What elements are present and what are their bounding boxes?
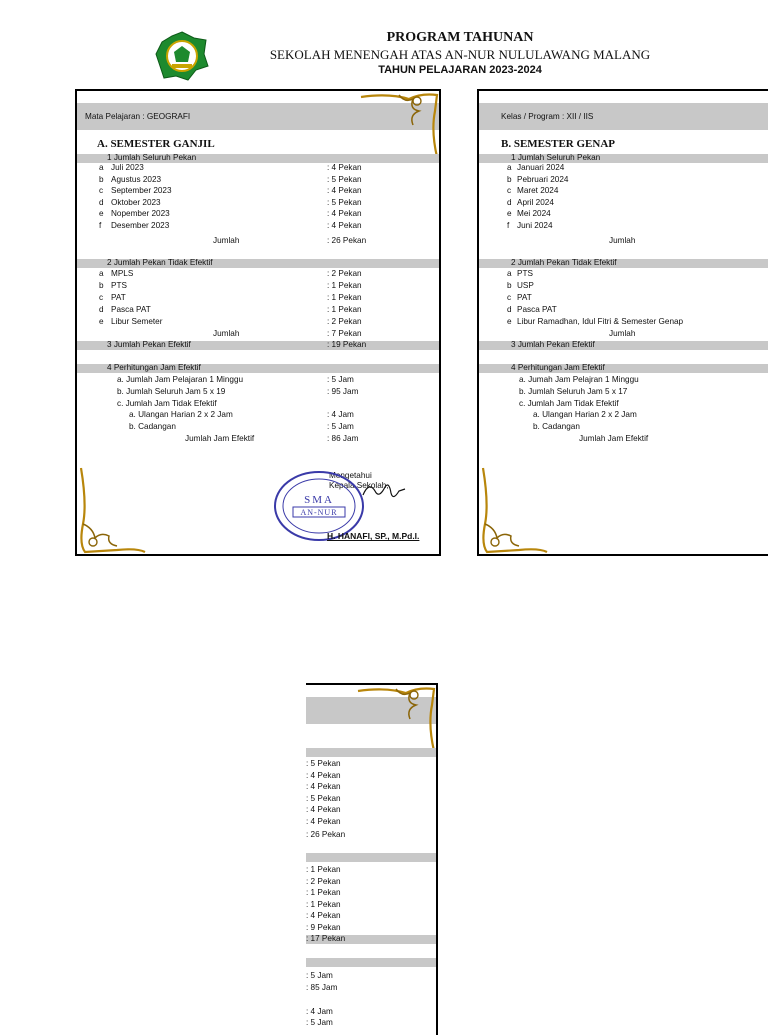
sign-kepala: Kepala Sekolah, <box>329 481 389 490</box>
s4-total-label: Jumlah Jam Efektif <box>185 434 255 443</box>
s2-item-letter: a <box>99 269 104 278</box>
s1-total-value: : 26 Pekan <box>327 236 367 245</box>
s1-item-letter: c <box>99 186 104 196</box>
s2-item-label: MPLS <box>111 269 134 278</box>
s2-item-letter: b <box>507 281 512 290</box>
s2-item-value: : 1 Pekan <box>327 305 362 314</box>
s1-item-value: : 5 Pekan <box>306 759 341 768</box>
s2-item-label: PAT <box>517 293 532 302</box>
s1-item-label: Juli 2023 <box>111 163 144 172</box>
stamp-text: SMA <box>304 494 334 506</box>
s4-item-label: b. Jumlah Seluruh Jam 5 x 17 <box>519 386 628 396</box>
s2-item-letter: a <box>507 269 512 278</box>
corner-ornament-bottom-left <box>479 464 549 554</box>
s2-item-value: : 1 Pekan <box>306 865 341 874</box>
s4-item-label: a. Ulangan Harian 2 x 2 Jam <box>533 410 637 420</box>
stamp-text-2: AN-NUR <box>300 508 338 517</box>
sign-mengetahui: Mengetahui <box>329 471 372 480</box>
s2-item-letter: e <box>99 317 104 326</box>
s1-item-letter: d <box>507 197 512 207</box>
s3-value: : 19 Pekan <box>327 340 367 349</box>
s1-item-letter: f <box>507 221 510 230</box>
s4-item-label: c. Jumlah Jam Tidak Efektif <box>519 398 619 408</box>
s1-item-letter: f <box>99 221 102 230</box>
s4-item-value: : 5 Jam <box>306 971 333 980</box>
s2-item-value: : 1 Pekan <box>327 281 362 290</box>
s1-item-value: : 4 Pekan <box>306 817 341 826</box>
s1-item-label: Maret 2024 <box>517 186 559 196</box>
s4-item-label: a. Jumah Jam Pelajran 1 Minggu <box>519 375 639 384</box>
corner-ornament-top-right <box>359 91 439 161</box>
s2-item-letter: d <box>507 305 512 314</box>
s1-item-value: : 5 Pekan <box>306 793 341 803</box>
s1-item-value: : 4 Pekan <box>327 209 362 219</box>
school-logo <box>154 30 210 82</box>
s1-item-label: Mei 2024 <box>517 209 551 219</box>
s2-item-letter: e <box>507 317 512 326</box>
s4-item-value: : 85 Jam <box>306 982 338 992</box>
s4-total-value: : 86 Jam <box>327 434 359 443</box>
page-semester-ganjil <box>75 89 441 556</box>
s2-total-value: : 7 Pekan <box>327 329 362 338</box>
s1-item-letter: a <box>99 163 104 172</box>
s1-item-letter: e <box>507 209 512 219</box>
s1-item-label: Agustus 2023 <box>111 174 162 184</box>
s4-item-label: b. Cadangan <box>129 422 176 432</box>
s2-item-value: : 2 Pekan <box>306 876 341 886</box>
s1-item-letter: d <box>99 197 104 207</box>
s4-item-label: a. Jumlah Jam Pelajaran 1 Minggu <box>117 375 244 384</box>
page-semester-genap <box>477 89 768 556</box>
s4-title: 4 Perhitungan Jam Efektif <box>511 363 605 372</box>
s1-title: 1 Jumlah Seluruh Pekan <box>107 153 197 162</box>
mapel-label: Mata Pelajaran : GEOGRAFI <box>85 112 191 121</box>
s2-item-value: : 1 Pekan <box>306 888 341 898</box>
document-title: PROGRAM TAHUNAN <box>386 30 534 45</box>
s3-title: 3 Jumlah Pekan Efektif <box>107 340 191 349</box>
s4-item-value: : 5 Jam <box>327 422 354 432</box>
s2-item-value: : 1 Pekan <box>306 899 341 909</box>
s1-item-label: Desember 2023 <box>111 221 170 230</box>
s4-total-label: Jumlah Jam Efektif <box>579 434 649 443</box>
s1-item-label: Juni 2024 <box>517 221 553 230</box>
s1-item-value: : 4 Pekan <box>327 186 362 196</box>
s1-item-value: : 5 Pekan <box>327 197 362 207</box>
section-title-genap: B. SEMESTER GENAP <box>501 138 615 150</box>
s1-total-label: Jumlah <box>213 236 240 245</box>
s1-item-letter: c <box>507 186 512 196</box>
s1-total-label: Jumlah <box>609 236 636 245</box>
s2-item-label: PTS <box>517 269 533 278</box>
s3-title: 3 Jumlah Pekan Efektif <box>511 340 595 349</box>
s1-title: 1 Jumlah Seluruh Pekan <box>511 153 601 162</box>
academic-year: TAHUN PELAJARAN 2023-2024 <box>378 64 542 76</box>
sign-name: H. HANAFI, SP., M.Pd.I. <box>327 531 420 541</box>
signature-scribble <box>359 477 409 505</box>
s2-item-letter: c <box>507 293 512 302</box>
s1-item-label: September 2023 <box>111 186 172 196</box>
kelas-label: Kelas / Program : XII / IIS <box>501 112 594 121</box>
s1-item-value: : 4 Pekan <box>327 163 362 172</box>
corner-ornament-top-right <box>356 685 436 755</box>
s1-item-label: Nopember 2023 <box>111 209 170 219</box>
s1-item-letter: b <box>99 174 104 184</box>
s1-item-label: Oktober 2023 <box>111 197 161 207</box>
s1-item-label: April 2024 <box>517 197 554 207</box>
s2-total-value: : 9 Pekan <box>306 923 341 932</box>
s2-item-label: PTS <box>111 281 127 290</box>
s2-item-label: USP <box>517 281 534 290</box>
page-semester-genap-values <box>306 683 438 1035</box>
s4-title: 4 Perhitungan Jam Efektif <box>107 363 201 372</box>
s3-value: : 17 Pekan <box>306 934 346 943</box>
s2-item-letter: b <box>99 281 104 290</box>
s1-item-letter: e <box>99 209 104 219</box>
s2-item-letter: c <box>99 293 104 302</box>
s4-item-value: : 4 Jam <box>327 410 354 420</box>
corner-ornament-bottom-left <box>77 464 147 554</box>
s1-item-value: : 4 Pekan <box>306 782 341 792</box>
section-title-ganjil: A. SEMESTER GANJIL <box>97 138 215 150</box>
s2-item-label: Libur Semeter <box>111 317 163 326</box>
s1-item-label: Pebruari 2024 <box>517 174 569 184</box>
s1-item-value: : 4 Pekan <box>306 805 341 815</box>
s1-item-letter: b <box>507 174 512 184</box>
s2-item-label: PAT <box>111 293 126 302</box>
s2-title: 2 Jumlah Pekan Tidak Efektif <box>107 258 213 267</box>
s4-item-label: c. Jumlah Jam Tidak Efektif <box>117 398 217 408</box>
s2-item-label: Pasca PAT <box>111 305 151 314</box>
s1-item-label: Januari 2024 <box>517 163 565 172</box>
school-name: SEKOLAH MENENGAH ATAS AN-NUR NULULAWANG MALANG <box>269 47 651 62</box>
s1-item-value: : 5 Pekan <box>327 174 362 184</box>
s2-item-label: Libur Ramadhan, Idul Fitri & Semester Genap <box>517 317 684 326</box>
s1-item-value: : 4 Pekan <box>327 221 362 230</box>
s2-item-value: : 2 Pekan <box>327 269 362 278</box>
s1-total-value: : 26 Pekan <box>306 830 346 839</box>
s4-item-value: : 5 Jam <box>306 1018 333 1027</box>
s2-item-value: : 4 Pekan <box>306 911 341 921</box>
s4-item-value: : 95 Jam <box>327 386 359 396</box>
s4-item-label: b. Cadangan <box>533 422 580 432</box>
s4-item-label: b. Jumlah Seluruh Jam 5 x 19 <box>117 386 226 396</box>
s4-item-value: : 5 Jam <box>327 375 354 384</box>
s2-total-label: Jumlah <box>213 329 240 338</box>
s4-item-label: a. Ulangan Harian 2 x 2 Jam <box>129 410 233 420</box>
s2-item-label: Pasca PAT <box>517 305 557 314</box>
s1-item-letter: a <box>507 163 512 172</box>
s2-item-value: : 2 Pekan <box>327 317 362 326</box>
s2-item-value: : 1 Pekan <box>327 293 362 302</box>
s4-item-value: : 4 Jam <box>306 1007 333 1016</box>
s2-title: 2 Jumlah Pekan Tidak Efektif <box>511 258 617 267</box>
s1-item-value: : 4 Pekan <box>306 770 341 780</box>
s2-total-label: Jumlah <box>609 329 636 338</box>
s2-item-letter: d <box>99 305 104 314</box>
